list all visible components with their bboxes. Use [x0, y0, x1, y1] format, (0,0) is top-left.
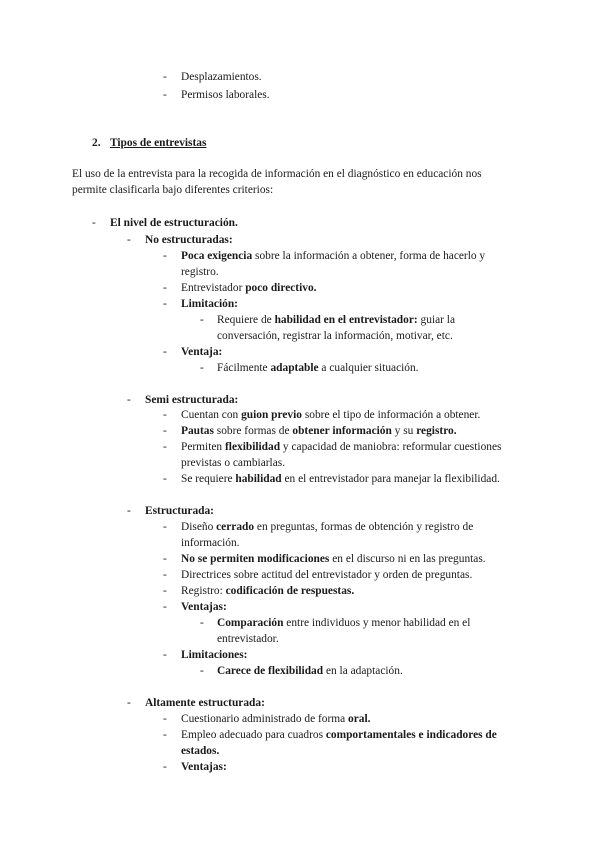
bold-text: guion previo: [241, 409, 302, 421]
item-text: y capacidad de maniobra: reformular cuestiones: [280, 441, 502, 453]
bullet-dash: -: [200, 665, 204, 677]
bullet-dash: -: [163, 409, 167, 421]
bullet-dash: -: [163, 569, 167, 581]
item-text: Requiere de: [217, 314, 275, 326]
section-number: 2.: [92, 137, 101, 149]
bullet-dash: -: [163, 71, 167, 83]
bold-text: habilidad: [235, 473, 282, 485]
bold-text: estados.: [181, 745, 220, 757]
subheading-text: Estructurada:: [145, 505, 214, 517]
intro-line-2: permite clasificarla bajo diferentes criterios:: [72, 184, 274, 196]
bullet-dash: -: [163, 585, 167, 597]
item-text: en preguntas, formas de obtención y registro de: [254, 521, 474, 533]
bullet-dash: -: [163, 89, 167, 101]
item-text: Diseño: [181, 521, 217, 533]
bold-text: Comparación: [217, 617, 284, 629]
item-text: Permiten: [181, 441, 225, 453]
item-text: registro.: [181, 266, 219, 278]
bold-text: Pautas: [181, 425, 214, 437]
bullet-dash: -: [163, 250, 167, 262]
item-text: Cuentan con: [181, 409, 242, 421]
bold-text: Ventajas:: [181, 761, 227, 773]
bullet-dash: -: [92, 217, 96, 229]
item-text: guiar la: [417, 314, 456, 326]
item-text: entrevistador.: [217, 633, 279, 645]
bold-text: poco directivo.: [245, 282, 317, 294]
item-text: Directrices sobre actitud del entrevistador y orden de preguntas.: [181, 569, 473, 581]
bullet-dash: -: [163, 298, 167, 310]
bullet-dash: -: [200, 314, 204, 326]
subheading-text: No estructuradas:: [145, 234, 233, 246]
bold-text: cerrado: [216, 521, 255, 533]
bold-text: comportamentales e indicadores de: [325, 729, 497, 741]
bullet-dash: -: [163, 346, 167, 358]
item-text: y su: [391, 425, 417, 437]
item-text: Entrevistador: [181, 282, 246, 294]
item-text: Se requiere: [181, 473, 236, 485]
item-text: previstas o cambiarlas.: [181, 457, 286, 469]
bold-text: Carece de flexibilidad: [217, 665, 324, 677]
bullet-dash: -: [163, 713, 167, 725]
bold-text: Limitaciones:: [181, 649, 248, 661]
item-text: en el discurso ni en las preguntas.: [329, 553, 486, 565]
subheading-text: Altamente estructurada:: [145, 697, 265, 709]
bullet-dash: -: [200, 617, 204, 629]
item-text: a cualquier situación.: [318, 362, 419, 374]
bullet-dash: -: [163, 729, 167, 741]
bold-text: Limitación:: [181, 298, 238, 310]
bold-text: obtener información: [292, 425, 392, 437]
bullet-dash: -: [163, 473, 167, 485]
item-text: Registro:: [181, 585, 226, 597]
item-text: sobre formas de: [213, 425, 293, 437]
bold-text: registro.: [416, 425, 457, 437]
bold-text: flexibilidad: [224, 441, 281, 453]
bold-text: Ventajas:: [181, 601, 227, 613]
item-text: Empleo adecuado para cuadros: [181, 729, 326, 741]
bold-text: No se permiten modificaciones: [181, 553, 330, 565]
bullet-dash: -: [163, 601, 167, 613]
bullet-dash: -: [163, 521, 167, 533]
item-text: conversación, registrar la información, motivar, etc.: [217, 330, 453, 342]
bold-text: adaptable: [270, 362, 319, 374]
bullet-dash: -: [163, 425, 167, 437]
list-item-text: Permisos laborales.: [181, 89, 270, 101]
item-text: en el entrevistador para manejar la flexibilidad.: [281, 473, 500, 485]
item-text: en la adaptación.: [323, 665, 403, 677]
list-item-text: Desplazamientos.: [181, 71, 262, 83]
bullet-dash: -: [127, 505, 131, 517]
bullet-dash: -: [163, 649, 167, 661]
bold-text: Ventaja:: [181, 346, 223, 358]
bold-text: habilidad en el entrevistador:: [274, 314, 418, 326]
item-text: sobre el tipo de información a obtener.: [301, 409, 481, 421]
bullet-dash: -: [163, 441, 167, 453]
item-text: información.: [181, 537, 240, 549]
intro-line-1: El uso de la entrevista para la recogida de información en el diagnóstico en educación nos: [72, 168, 482, 180]
bullet-dash: -: [127, 697, 131, 709]
subheading-text: Semi estructurada:: [145, 394, 239, 406]
bold-text: codificación de respuestas.: [225, 585, 355, 597]
item-text: Fácilmente: [217, 362, 271, 374]
section-title: Tipos de entrevistas: [110, 137, 207, 149]
bold-text: oral.: [348, 713, 371, 725]
bullet-dash: -: [127, 394, 131, 406]
bullet-dash: -: [163, 761, 167, 773]
item-text: sobre la información a obtener, forma de hacerlo y: [252, 250, 486, 262]
level1-text: El nivel de estructuración.: [110, 217, 238, 229]
bullet-dash: -: [163, 282, 167, 294]
bold-text: Poca exigencia: [181, 250, 253, 262]
bullet-dash: -: [127, 234, 131, 246]
item-text: entre individuos y menor habilidad en el: [283, 617, 471, 629]
bullet-dash: -: [200, 362, 204, 374]
item-text: Cuestionario administrado de forma: [181, 713, 349, 725]
bullet-dash: -: [163, 553, 167, 565]
